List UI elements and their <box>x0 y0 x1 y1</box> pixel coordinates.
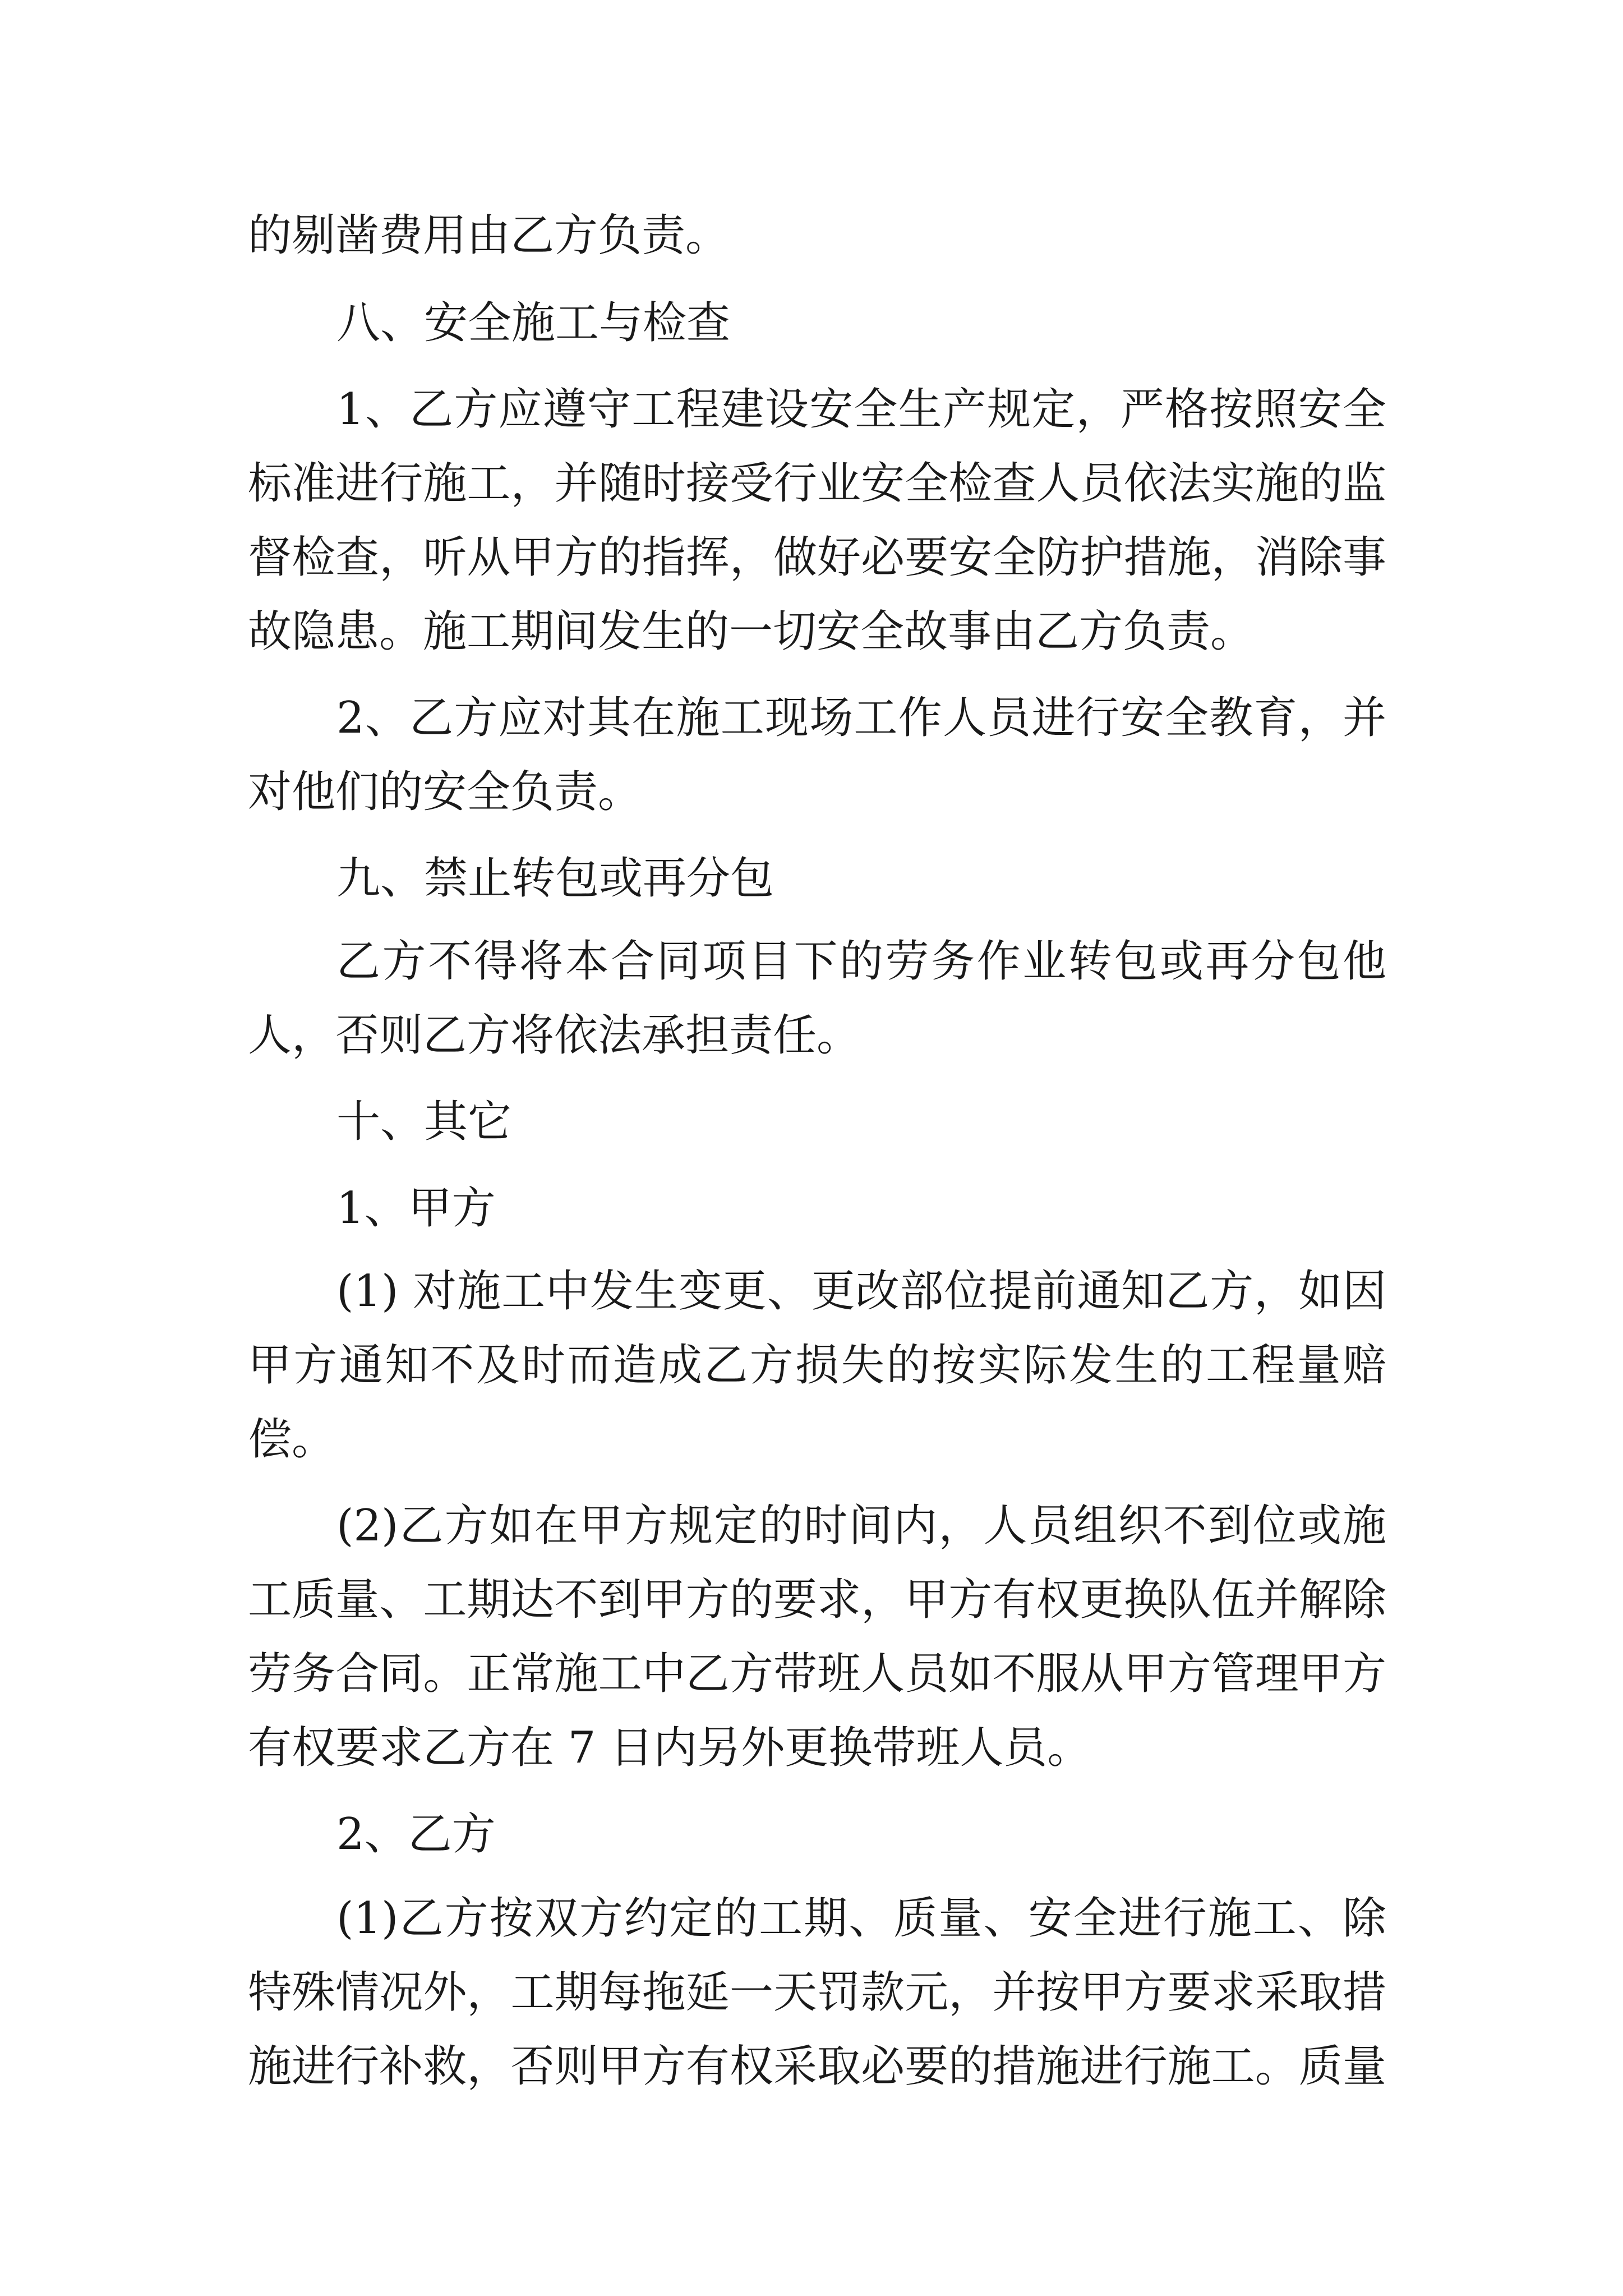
text-line: 偿。 <box>248 1414 336 1465</box>
text-line: 施进行补救，否则甲方有权采取必要的措施进行施工。质量 <box>248 2041 1386 2092</box>
text-line: 劳务合同。正常施工中乙方带班人员如不服从甲方管理甲方 <box>248 1649 1386 1699</box>
text-line: 工质量、工期达不到甲方的要求，甲方有权更换队伍并解除 <box>248 1575 1386 1625</box>
text-line: 人，否则乙方将依法承担责任。 <box>248 1010 861 1061</box>
text-line: (1) 对施工中发生变更、更改部位提前通知乙方，如因 <box>336 1266 1386 1317</box>
text-line: 甲方通知不及时而造成乙方损失的按实际发生的工程量赔 <box>248 1340 1386 1391</box>
text-line: 有权要求乙方在 7 日内另外更换带班人员。 <box>248 1723 1091 1773</box>
text-line: 乙方不得将本合同项目下的劳务作业转包或再分包他 <box>336 936 1386 987</box>
subsection-heading: 1、甲方 <box>336 1183 496 1234</box>
text-line: (2)乙方如在甲方规定的时间内，人员组织不到位或施 <box>336 1501 1386 1551</box>
text-line: 1、乙方应遵守工程建设安全生产规定，严格按照安全 <box>336 384 1386 435</box>
section-heading: 八、安全施工与检查 <box>336 298 731 348</box>
text-line: 对他们的安全负责。 <box>248 767 642 817</box>
text-line: 2、乙方应对其在施工现场工作人员进行安全教育，并 <box>336 693 1386 743</box>
text-line: 标准进行施工，并随时接受行业安全检查人员依法实施的监 <box>248 458 1386 509</box>
text-line: 督检查，听从甲方的指挥，做好必要安全防护措施，消除事 <box>248 532 1386 583</box>
subsection-heading: 2、乙方 <box>336 1809 496 1860</box>
text-line: 的剔凿费用由乙方负责。 <box>248 210 730 261</box>
section-heading: 九、禁止转包或再分包 <box>336 853 774 904</box>
section-heading: 十、其它 <box>336 1097 512 1147</box>
text-line: 故隐患。施工期间发生的一切安全故事由乙方负责。 <box>248 606 1255 657</box>
text-line: 特殊情况外，工期每拖延一天罚款元，并按甲方要求采取措 <box>248 1967 1386 2018</box>
text-line: (1)乙方按双方约定的工期、质量、安全进行施工、除 <box>336 1893 1386 1944</box>
